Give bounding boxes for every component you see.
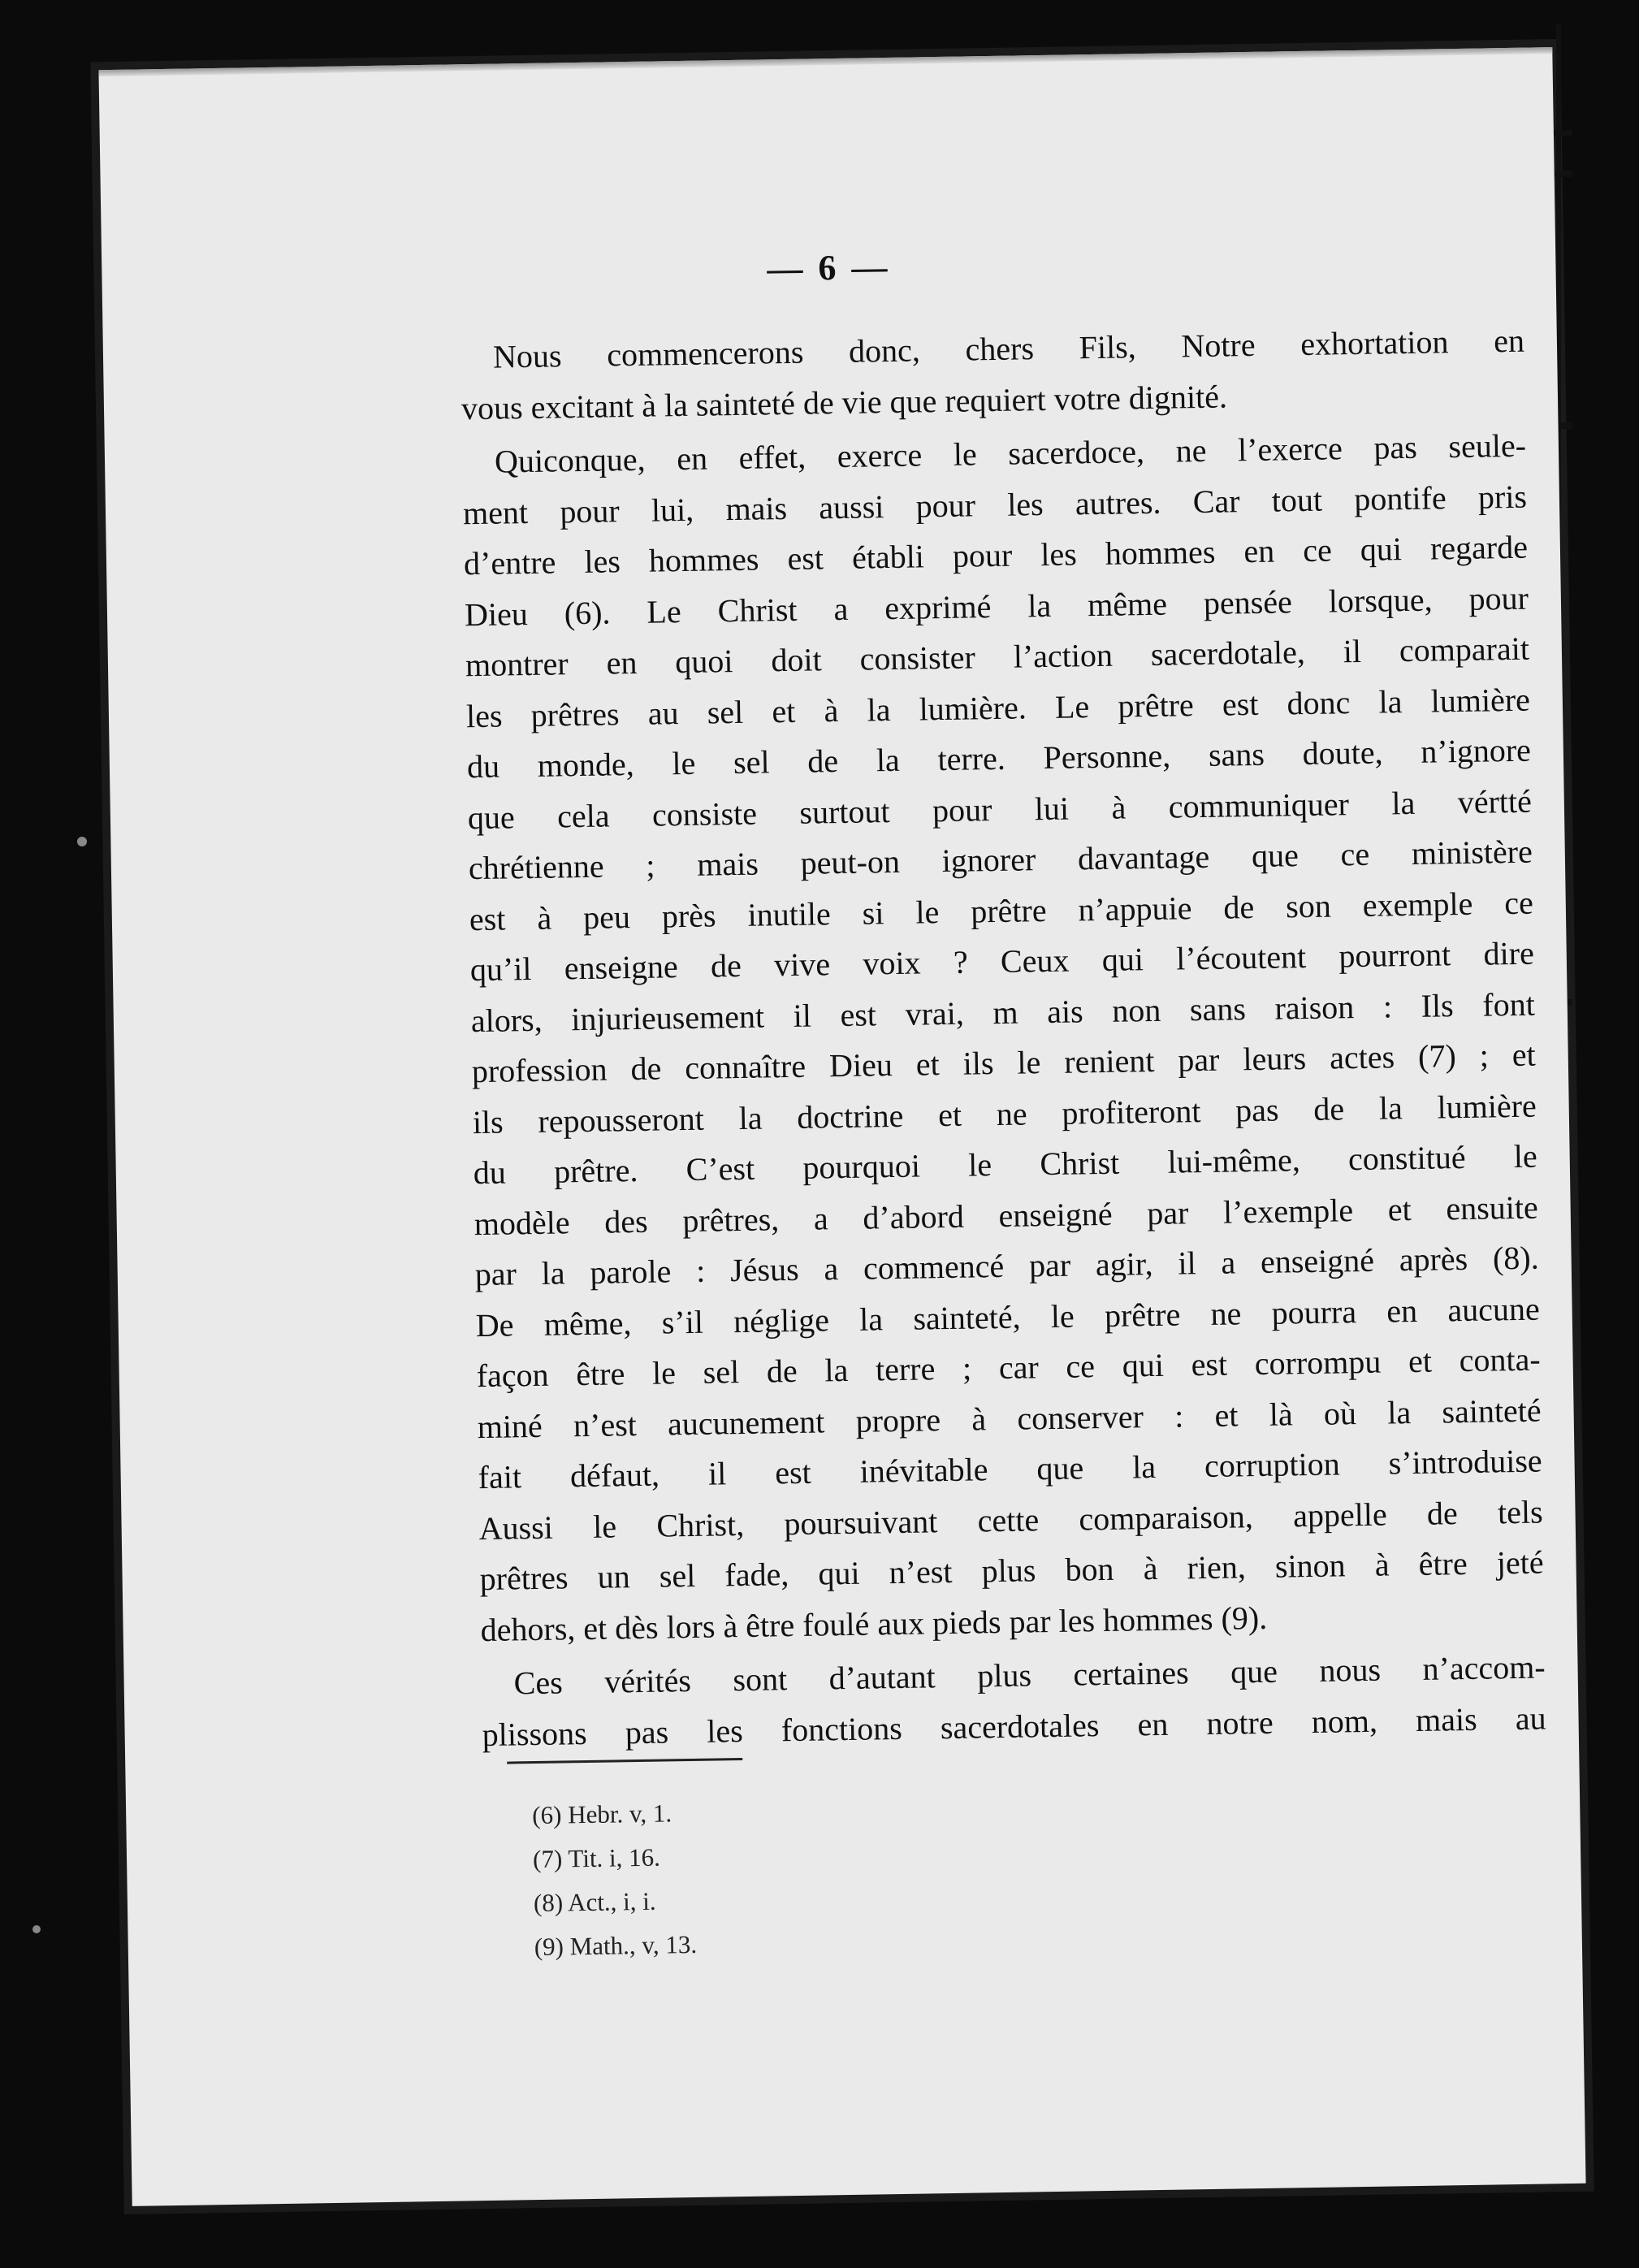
scan-speck <box>32 1925 41 1933</box>
footnote: (7) Tit. i, 16. <box>532 1842 661 1874</box>
text-line: profession de connaître Dieu et ils le renient par leurs actes (7) ; et <box>471 1036 1537 1090</box>
text-line: par la parole : Jésus a commencé par agir, il a enseigné après (8). <box>474 1239 1539 1293</box>
paragraph-1 <box>461 316 1526 435</box>
text-line: Quiconque, en effet, exerce le sacerdoce, ne l’exerce pas seule- <box>494 426 1527 480</box>
footnotes <box>532 1791 698 1969</box>
text-line: est à peu près inutile si le prêtre n’appuie de son exemple ce <box>469 884 1534 937</box>
footnote: (9) Math., v, 13. <box>534 1929 698 1962</box>
text-line: miné n’est aucunement propre à conserver : et là où la sainteté <box>477 1392 1542 1445</box>
document-page <box>98 47 1585 2206</box>
scan-speck <box>77 837 87 846</box>
text-line: prêtres un sel fade, qui n’est plus bon à rien, sinon à être jeté <box>479 1543 1544 1598</box>
text-line: qu’il enseigne de vive voix ? Ceux qui l’écoutent pourront dire <box>469 934 1535 989</box>
text-line: alors, injurieusement il est vrai, m ais non sans raison : Ils font <box>470 985 1536 1039</box>
text-line: fait défaut, il est inévitable que la corruption s’introduise <box>478 1442 1542 1496</box>
text-line: ment pour lui, mais aussi pour les autres. Car tout pontife pris <box>462 478 1528 531</box>
text-line: dehors, et dès lors à être foulé aux pieds par les hommes (9). <box>480 1599 1268 1648</box>
footnote: (8) Act., i, i. <box>533 1886 656 1918</box>
text-line: du monde, le sel de la terre. Personne, sans doute, n’ignore <box>466 731 1532 786</box>
text-line: les prêtres au sel et à la lumière. Le prêtre est donc la lumière <box>465 681 1531 734</box>
text-line: que cela consiste surtout pour lui à communiquer la vértté <box>467 782 1533 836</box>
text-line: chrétienne ; mais peut-on ignorer davantage que ce ministère <box>468 833 1533 887</box>
text-line: modèle des prêtres, a d’abord enseigné par l’exemple et ensuite <box>474 1188 1539 1242</box>
text-line: façon être le sel de la terre ; car ce qui est corrompu et conta- <box>476 1340 1541 1395</box>
text-line: du prêtre. C’est pourquoi le Christ lui-même, constitué le <box>473 1137 1538 1192</box>
page-number: — 6 — <box>767 246 891 289</box>
text-line: De même, s’il néglige la sainteté, le prêtre ne pourra en aucune <box>475 1290 1540 1344</box>
text-line: montrer en quoi doit consister l’action sacerdotale, il comparait <box>465 630 1530 684</box>
paragraph-3 <box>481 1642 1546 1760</box>
body-text <box>461 316 1546 1760</box>
text-line: d’entre les hommes est établi pour les hommes en ce qui regarde <box>463 528 1529 582</box>
text-line: Ces vérités sont d’autant plus certaines que nous n’accom- <box>513 1648 1546 1702</box>
text-line: ils repousseront la doctrine et ne profiteront pas de la lumière <box>472 1087 1537 1140</box>
text-line: Nous commencerons donc, chers Fils, Notre exhortation en <box>492 322 1525 375</box>
text-line: vous excitant à la sainteté de vie que requiert votre dignité. <box>461 377 1228 426</box>
text-line: plissons pas les fonctions sacerdotales en notre nom, mais au <box>482 1699 1546 1753</box>
text-line: Dieu (6). Le Christ a exprimé la même pensée lorsque, pour <box>464 579 1529 633</box>
paragraph-2 <box>462 421 1545 1656</box>
text-line: Aussi le Christ, poursuivant cette comparaison, appelle de tels <box>478 1493 1543 1547</box>
footnote: (6) Hebr. v, 1. <box>531 1798 672 1830</box>
